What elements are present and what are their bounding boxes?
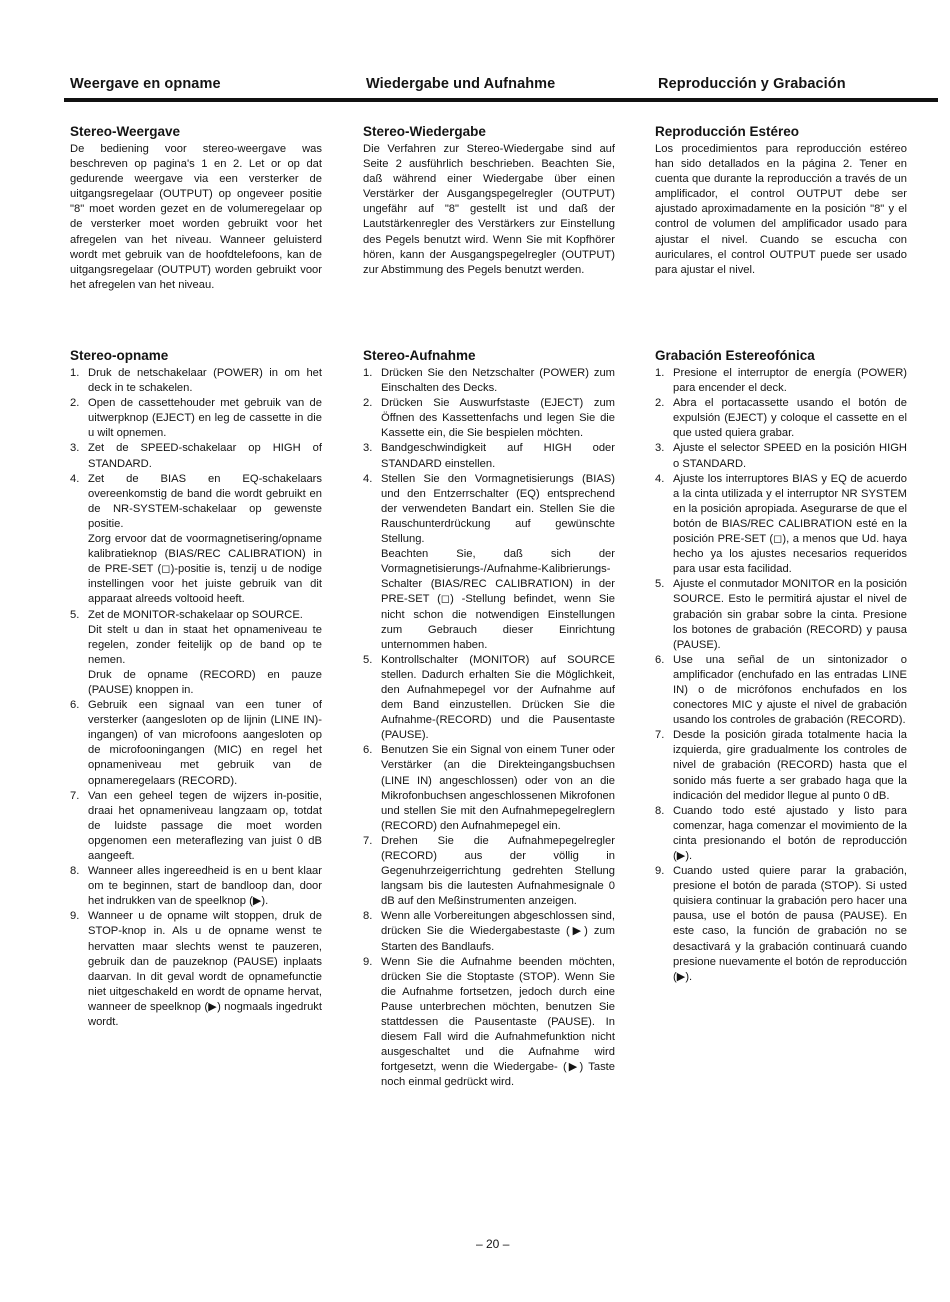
step-list [363,366,615,1091]
section-title: Grabación Estereofónica [655,348,815,363]
list-item: 9. Cuando usted quiere parar la grabación, presione el botón de parada (STOP). Si usted quisiera continuar la grabación pero hacer una pausa, use el botón de pausa (PAUSE). En este caso, la función de grabación no se desactivará y la grabación continuará cuando presione nuevamente el botón de reproducción (▶). [655,865,907,983]
section-title: Stereo-Aufnahme [363,348,476,363]
page-header [0,76,950,96]
page-number: – 20 – [476,1237,510,1251]
step-list [70,366,322,1030]
section-title: Stereo-Weergave [70,124,181,139]
section-playback-es [655,124,907,278]
list-item: 5. Zet de MONITOR-schakelaar op SOURCE. Dit stelt u dan in staat het opnameniveau te regelen, zonder feitelijk op de band op te nemen. Druk de opname (RECORD) en pauze (PAUSE) knoppen in. [70,608,322,696]
list-item: 3. Zet de SPEED-schakelaar op HIGH of STANDARD. [70,442,322,470]
section-text: De bediening voor stereo-weergave was beschreven op pagina's 1 en 2. Let or op dat gedurende weergave via een versterker de uitgangsregelaar (OUTPUT) op ongeveer positie "8" moet worden gezet en de volumeregelaar op de versterker moet worden gebruikt voor het afregelen van het niveau. Wanneer geluisterd wordt met gebruik van de hoofdtelefoons, kan de uitgangsregelaar (OUTPUT) worden gebruikt voor het afregelen van het niveau. [70,143,322,291]
list-item: 9. Wanneer u de opname wilt stoppen, druk de STOP-knop in. Als u de opname wenst te hervatten maar slechts wenst te pauzeren, gebruik dan de pauzeknop (PAUSE) inplaats daarvan. In dit geval wordt de opnamefunctie niet uitgeschakeld en wordt de opname hervat, wanneer de speelknop (▶) nogmaals ingedrukt wordt. [70,910,322,1029]
list-item: 2. Abra el portacassette usando el botón de expulsión (EJECT) y coloque el cassette en el que usted quiera grabar. [655,397,907,440]
list-item: 1. Druk de netschakelaar (POWER) in om het deck in te schakelen. [70,367,322,395]
list-item: 1. Presione el interruptor de energía (POWER) para encender el deck. [655,367,907,395]
list-item: 3. Bandgeschwindigkeit auf HIGH oder STANDARD einstellen. [363,442,615,470]
list-item: 2. Drücken Sie Auswurfstaste (EJECT) zum Öffnen des Kassettenfachs und legen Sie die Kassette ein, die Sie bespielen möchten. [363,397,615,440]
list-item: 7. Van een geheel tegen de wijzers in-positie, draai het opnameniveau langzaam op, totdat de luidste passage die moet worden opgenomen een meteraflezing van juist 0 dB aangeeft. [70,789,322,862]
section-title: Stereo-Wiedergabe [363,124,486,139]
list-item: 1. Drücken Sie den Netzschalter (POWER) zum Einschalten des Decks. [363,367,615,395]
header-rule [64,98,938,102]
section-text: Die Verfahren zur Stereo-Wiedergabe sind auf Seite 2 ausführlich beschrieben. Beachten Sie, daß während einer Wiedergabe über einen Verstärker der Ausgangspegelregler (OUTPUT) ungefähr auf "8" gestellt ist und daß der Lautstärkenregler des Verstärkers zur Einstellung des Pegels benutzt wird. Wenn Sie mit Kopfhörer hören, kann der Ausgangspegelregler (OUTPUT) zur Abstimmung des Pegels benutzt werden. [363,143,615,276]
list-item: 8. Wenn alle Vorbereitungen abgeschlossen sind, drücken Sie die Wiedergabestaste (▶) zum Starten des Bandlaufs. [363,910,615,953]
list-item: 4. Zet de BIAS en EQ-schakelaars overeenkomstig de band die wordt gebruikt en de NR-SYSTEM-schakelaar op gewenste positie. Zorg ervoor dat de voormagnetisering/opname kalibratieknop (BIAS/REC CALIBRATION) in de PRE-SET (◻)-positie is, tenzij u de nodige instellingen voor het juiste gebruik van dit apparaat alreeds voltooid heeft. [70,472,322,606]
list-item: 7. Desde la posición girada totalmente hacia la izquierda, gire gradualmente los controles de nivel de grabación (RECORD) hasta que el sonido más fuerte a ser grabado haga que la indicación del medidor llegue al punto 0 dB. [655,729,907,802]
list-item: 6. Use una señal de un sintonizador o amplificador (enchufado en las entradas LINE IN) o de micrófonos enchufados en los conectores MIC y ajuste el nivel de grabación usando los controles de grabación (RECORD). [655,653,907,727]
section-recording-nl [70,348,322,1030]
section-recording-de [363,348,615,1091]
section-playback-nl [70,124,322,293]
list-item: 7. Drehen Sie die Aufnahmepegelregler (RECORD) aus der völlig in Gegenuhrzeigerrichtung gedrehten Stellung langsam bis die lautesten Aufnahmesignale 0 dB auf den Meßinstrumenten anzeigen. [363,834,615,908]
list-item: 8. Cuando todo esté ajustado y listo para comenzar, haga comenzar el movimiento de la cinta presionando el botón de reproducción (▶). [655,804,907,862]
header-german: Wiedergabe und Aufnahme [366,76,556,92]
section-playback-de [363,124,615,278]
section-title: Reproducción Estéreo [655,124,800,139]
list-item: 6. Gebruik een signaal van een tuner of versterker (aangesloten op de lijnin (LINE IN)-ingangen) of van microfoons aangesloten op de microfooningangen (MIC) en regel het opnameniveau met gebruik van de opnameregelaars (RECORD). [70,699,322,787]
list-item: 5. Kontrollschalter (MONITOR) auf SOURCE stellen. Dadurch erhalten Sie die Möglichkeit, den Aufnahmepegel vor der Aufnahme auf dem Band einzustellen. Drücken Sie die Aufnahme-(RECORD) und die Pausentaste (PAUSE). [363,653,615,742]
list-item: 4. Stellen Sie den Vormagnetisierungs (BIAS) und den Entzerrschalter (EQ) entsprechend der verwendeten Bandart ein. Stellen Sie die Rauschunterdrückung auf gewünschte Stellung. Beachten Sie, daß sich der Vormagnetisierungs-/Aufnahme-Kalibrierungs-Schalter (BIAS/REC CALIBRATION) in der PRE-SET (◻) -Stellung befindet, wenn Sie nicht schon die notwendigen Einstellungen zum Gebrauch dieser Einrichtung unternommen haben. [363,472,615,651]
list-item: 2. Open de cassettehouder met gebruik van de uitwerpknop (EJECT) en leg de cassette in die u wilt opnemen. [70,397,322,440]
section-recording-es [655,348,907,985]
section-title: Stereo-opname [70,348,169,363]
list-item: 4. Ajuste los interruptores BIAS y EQ de acuerdo a la cinta utilizada y el interruptor NR SYSTEM en la posición apropiada. Asegurarse de que el botón de BIAS/REC CALIBRATION esté en la posición PRE-SET (◻), a menos que Ud. haya hecho ya los ajustes necesarios requeridos para usar esta facilidad. [655,472,907,576]
list-item: 5. Ajuste el conmutador MONITOR en la posición SOURCE. Esto le permitirá ajustar el nivel de grabación sin grabar sobre la cinta. Presione los botones de grabación (RECORD) y pausa (PAUSE). [655,578,907,651]
list-item: 8. Wanneer alles ingereedheid is en u bent klaar om te beginnen, start de bandloop dan, door het indrukken van de speelknop (▶). [70,865,322,908]
list-item: 3. Ajuste el selector SPEED en la posición HIGH o STANDARD. [655,442,907,470]
step-list [655,366,907,985]
header-spanish: Reproducción y Grabación [658,76,846,92]
list-item: 6. Benutzen Sie ein Signal von einem Tuner oder Verstärker (an die Direkteingangsbuchsen (LINE IN) angeschlossen) oder von an die Mikrofonbuchsen angeschlossenen Mikrofonen und stellen Sie mit den Aufnahmepegelreglern (RECORD) den Aufnahmepegel ein. [363,744,615,832]
header-dutch: Weergave en opname [70,76,221,92]
list-item: 9. Wenn Sie die Aufnahme beenden möchten, drücken Sie die Stoptaste (STOP). Wenn Sie die Aufnahme fortsetzen, jedoch durch eine Pause unterbrechen möchten, benutzen Sie stattdessen die Pausentaste (PAUSE). In diesem Fall wird die Aufnahmefunktion nicht ausgeschaltet und die Aufnahme wird fortgesetzt, wenn die Wiedergabe- (▶) Taste noch einmal gedrückt wird. [363,955,615,1089]
section-text: Los procedimientos para reproducción estéreo han sido detallados en la página 2. Tener en cuenta que durante la reproducción a través de un amplificador, el control OUTPUT debe ser ajustado aproximadamente en la posición "8" y el control de volumen del amplificador usado para ajustar el nivel. Cuando se escucha con auriculares, el control OUTPUT puede ser usado para ajustar el nivel. [655,143,907,276]
